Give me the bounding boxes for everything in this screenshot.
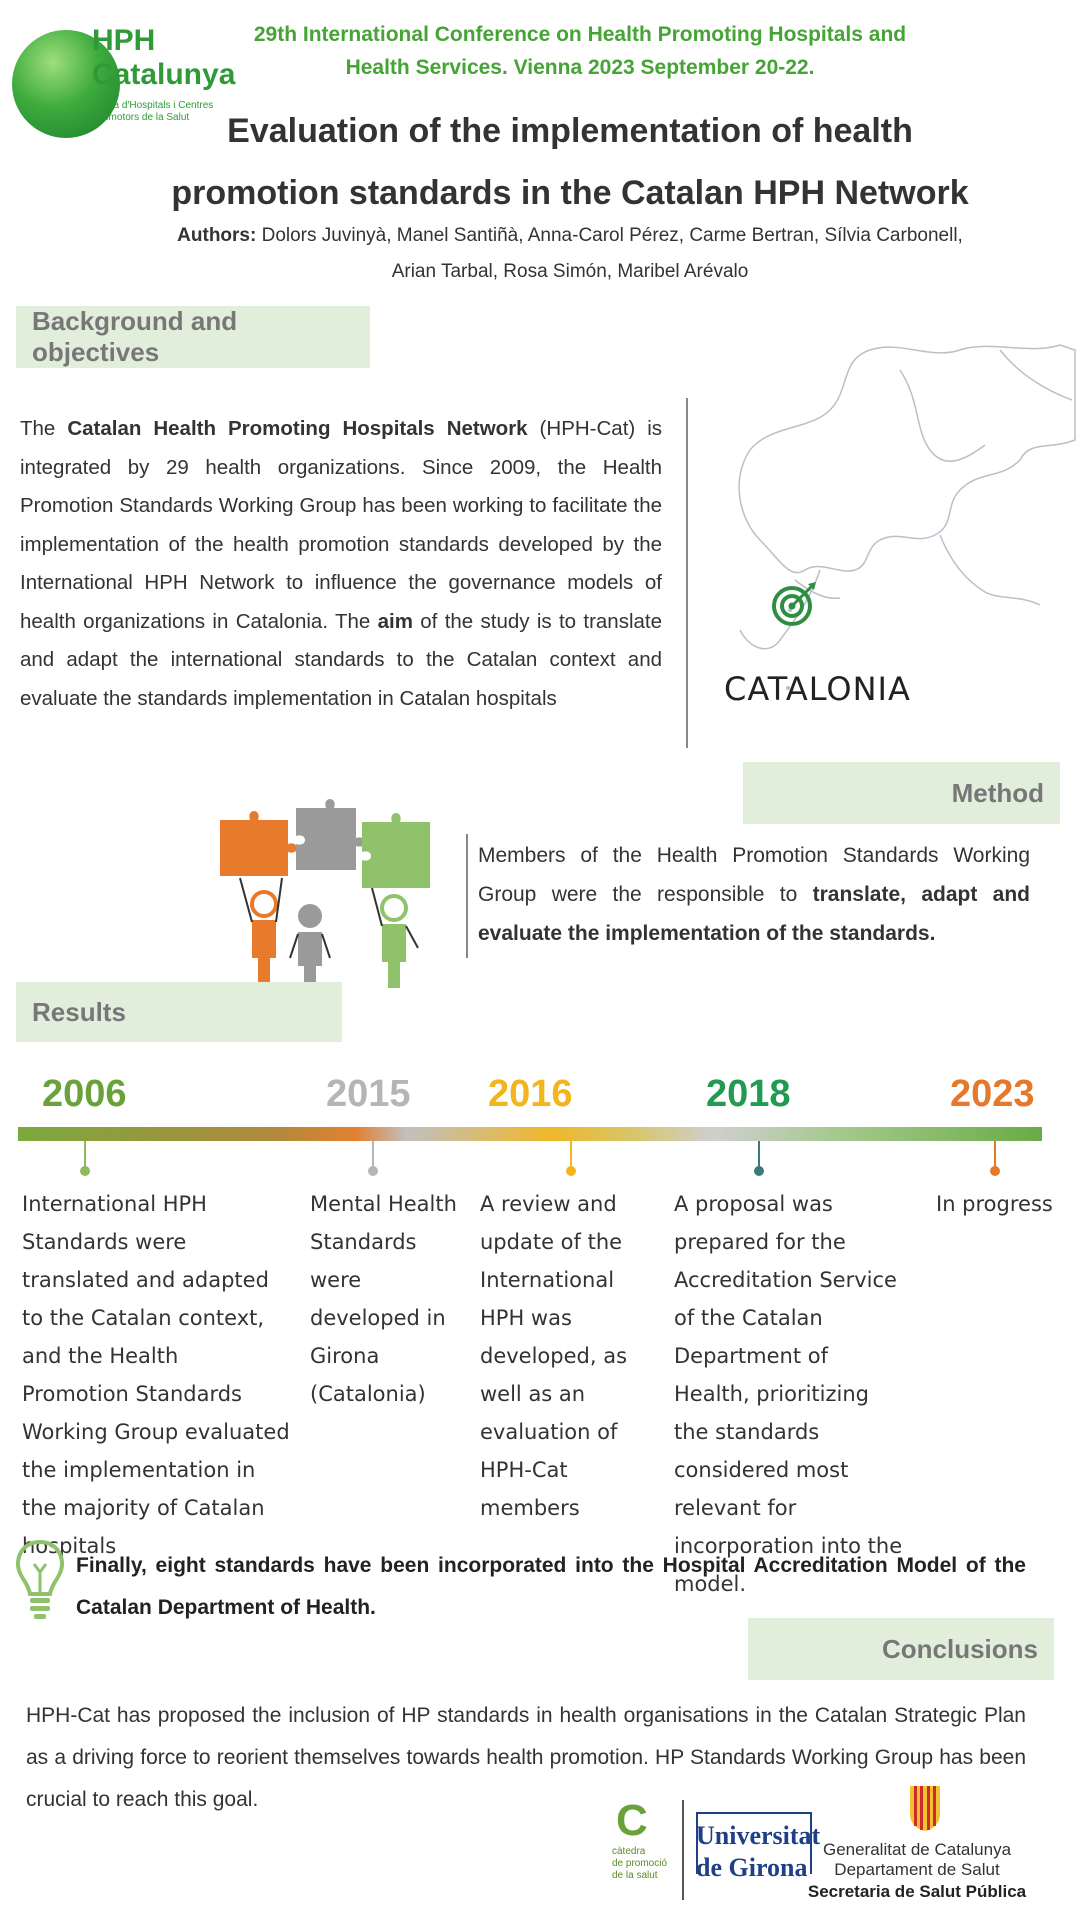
- timeline-dot: [80, 1166, 90, 1176]
- background-divider: [686, 398, 688, 748]
- method-text-part1: Members of the Health Promotion Standards Working Group were the responsible to: [478, 844, 1030, 906]
- generalitat-logo: [802, 1840, 1032, 1904]
- puzzle-people-illustration: [212, 798, 438, 988]
- title-line2: promotion standards in the Catalan HPH Network: [171, 174, 969, 212]
- bg-text-part3: of the study is to translate and adapt the international standards to the Catalan context and evaluate the standards implementation in Catalan hospitals: [20, 609, 662, 710]
- authors-label: Authors:: [177, 225, 257, 246]
- timeline-dot: [990, 1166, 1000, 1176]
- timeline-dot: [754, 1166, 764, 1176]
- generalitat-line3: Secretaria de Salut Pública: [807, 1882, 1027, 1901]
- title-line1: Evaluation of the implementation of health: [227, 112, 913, 150]
- background-text: [20, 410, 662, 718]
- lightbulb-icon: [14, 1538, 66, 1622]
- conclusions-text: HPH-Cat has proposed the inclusion of HP standards in health organisations in the Catalan Strategic Plan as a driving force to reorient themselves towards health promotion. HP Standards Working Group has been crucial to reach this goal.: [26, 1704, 1026, 1811]
- section-header-conclusions: [748, 1618, 1054, 1680]
- bg-text-network-name: Catalan Health Promoting Hospitals Network: [67, 417, 528, 440]
- timeline-year: 2018: [706, 1073, 791, 1115]
- udg-line1: Universitat: [696, 1821, 821, 1850]
- timeline-text: A proposal was prepared for the Accreditation Service of the Catalan Department of Health, prioritizing the standards considered most relevant for incorporation into the model.: [674, 1192, 903, 1596]
- bg-text-aim: aim: [377, 609, 413, 633]
- section-header-results: [16, 982, 342, 1042]
- timeline-dot: [566, 1166, 576, 1176]
- results-header-label: Results: [32, 996, 126, 1027]
- method-divider: [466, 834, 468, 958]
- bg-text-part1: The: [20, 417, 68, 440]
- section-header-background: [16, 306, 370, 368]
- timeline-text: International HPH Standards were translated and adapted to the Catalan context, and the Health Promotion Standards Working Group evaluated the implementation in the majority of Catalan hospitals: [22, 1192, 290, 1558]
- method-header-label: Method: [951, 777, 1044, 808]
- catedra-logo: [612, 1796, 676, 1904]
- poster-title: [160, 100, 980, 224]
- conference-line1: 29th International Conference on Health Promoting Hospitals and: [253, 23, 907, 46]
- catedra-logo-mark: C: [616, 1796, 648, 1845]
- timeline-bar: [18, 1127, 1042, 1141]
- generalitat-line1: Generalitat de Catalunya: [822, 1840, 1012, 1859]
- generalitat-shield-icon: [908, 1784, 942, 1832]
- catedra-line1: càtedra: [612, 1846, 646, 1857]
- timeline-year: 2015: [326, 1073, 411, 1115]
- timeline-text: A review and update of the International HPH was developed, as well as an evaluation of HPH-Cat members: [480, 1192, 628, 1520]
- conference-info: [240, 18, 920, 84]
- catalonia-map-label: CATALONIA: [724, 670, 911, 708]
- logo-name-line2: Catalunya: [92, 58, 236, 91]
- timeline-year: 2006: [42, 1073, 127, 1115]
- authors-names: Dolors Juvinyà, Manel Santiñà, Anna-Carol Pérez, Carme Bertran, Sílvia Carbonell, Arian Tarbal, Rosa Simón, Maribel Arévalo: [256, 225, 963, 282]
- timeline-dot: [368, 1166, 378, 1176]
- background-header-label: Background and objectives: [32, 306, 238, 367]
- authors: [170, 218, 970, 290]
- logo-subtitle-line1: Xarxa d'Hospitals i Centres: [93, 100, 214, 111]
- method-text-bold: translate, adapt and evaluate the implementation of the standards.: [478, 883, 1030, 945]
- timeline-year: 2016: [488, 1073, 573, 1115]
- final-statement: Finally, eight standards have been incorporated into the Hospital Accreditation Model of the Catalan Department of Health.: [76, 1554, 1026, 1619]
- bg-text-part2: (HPH-Cat) is integrated by 29 health organizations. Since 2009, the Health Promotion Standards Working Group has been working to facilitate the implementation of the health promotion standards developed by the International HPH Network to influence the governance models of health organizations in Catalonia. The: [20, 417, 663, 633]
- section-header-method: [743, 762, 1060, 824]
- logo-subtitle-line2: Promotors de la Salut: [93, 112, 190, 123]
- target-icon: [770, 580, 820, 630]
- generalitat-line2: Departament de Salut: [834, 1860, 1000, 1879]
- catedra-line3: de la salut: [612, 1870, 658, 1881]
- timeline-text: In progress: [936, 1192, 1053, 1216]
- catedra-line2: de promoció: [612, 1858, 668, 1869]
- conference-line2: Health Services. Vienna 2023 September 20-22.: [345, 56, 815, 79]
- conclusions-header-label: Conclusions: [881, 1633, 1038, 1664]
- timeline-text: Mental Health Standards were developed in Girona (Catalonia): [310, 1192, 457, 1406]
- logo-name-line1: HPH: [92, 24, 156, 57]
- udg-line2: de Girona: [696, 1853, 808, 1882]
- method-text: [478, 836, 1030, 953]
- timeline-year: 2023: [950, 1073, 1035, 1115]
- footer-logo-divider: [682, 1800, 684, 1900]
